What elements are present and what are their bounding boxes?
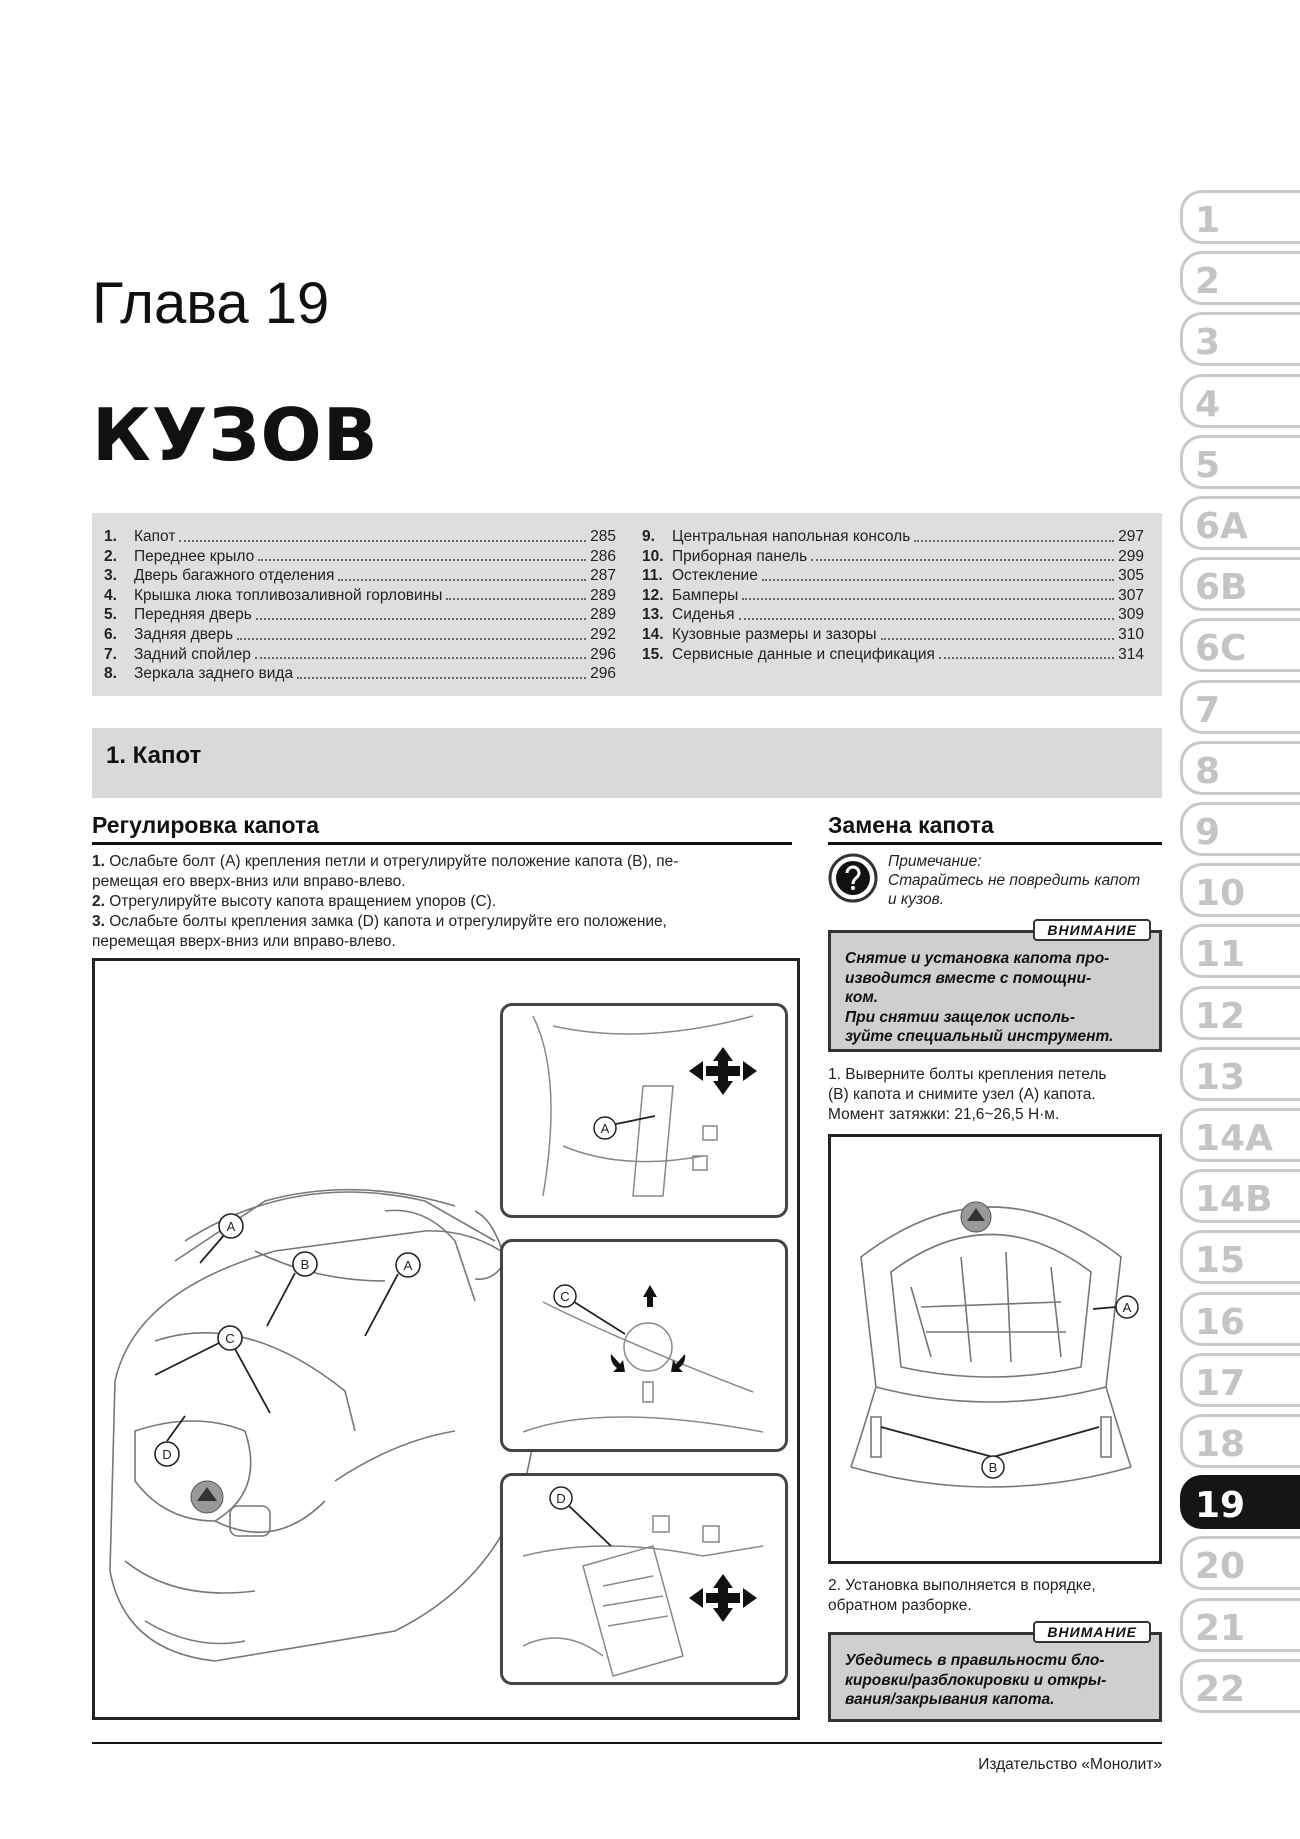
toc-item [104,625,616,645]
step-text: Ослабьте болты крепления замка (D) капота и отрегулируйте его положение, [109,913,667,930]
up-arrow-icon [643,1285,657,1307]
toc-item [104,645,616,665]
toc-item [642,625,1144,645]
toc-item-title: Крышка люка топливозаливной горловины [134,586,443,604]
toc-item [104,547,616,567]
chapter-tab-15[interactable] [1180,1230,1300,1284]
chapter-tab-13[interactable] [1180,1047,1300,1101]
move-arrows-icon [689,1574,757,1622]
toc-item-number: 15. [642,645,664,663]
toc-leader [939,645,1114,660]
front-marker-icon [191,1481,223,1513]
toc-column-left [104,527,616,684]
toc-leader [297,664,586,679]
note-line-1: Старайтесь не повредить капот [888,872,1141,889]
warning-label-1: ВНИМАНИЕ [1033,919,1151,941]
chapter-tab-label: 12 [1195,995,1246,1037]
chapter-tab-label: 11 [1195,934,1246,976]
text-line: ком. [845,989,879,1006]
stopper-illustration [503,1242,785,1449]
text-line: Момент затяжки: 21,6~26,5 Н·м. [828,1106,1060,1123]
text-line: кировки/разблокировки и откры- [845,1671,1107,1689]
toc-item-title: Капот [134,528,176,545]
chapter-tab-16[interactable] [1180,1292,1300,1346]
toc-leader [914,527,1114,542]
step-line [92,932,802,952]
toc-item-number: 9. [642,528,655,545]
hood-figure [828,1134,1162,1564]
step-number: 3. [92,913,105,930]
hood-illustration [831,1137,1159,1561]
toc-item-title: Центральная напольная консоль [672,528,911,545]
chapter-tab-21[interactable] [1180,1598,1300,1652]
toc-leader [762,566,1114,581]
toc-item-page: 307 [1118,586,1144,604]
note-label: Примечание: [888,853,982,870]
note-icon [828,853,878,903]
front-marker-icon [961,1202,991,1232]
move-arrows-icon [689,1047,757,1095]
callout-a-left: A [226,1219,236,1234]
chapter-tab-14b[interactable] [1180,1169,1300,1223]
chapter-tab-label: 14B [1195,1179,1273,1221]
toc-item-title: Зеркала заднего вида [134,665,294,683]
section-bar [92,728,1162,798]
toc-leader [811,547,1114,562]
toc-item-page: 296 [590,645,616,663]
toc-item-title: Приборная панель [672,547,808,565]
chapter-tab-3[interactable] [1180,312,1300,366]
toc-item-title: Сиденья [672,606,735,624]
text-line: При снятии защелок исполь- [845,1008,1076,1026]
toc-item-number: 6. [104,625,117,643]
chapter-tab-18[interactable] [1180,1414,1300,1468]
toc-item-number: 10. [642,547,664,565]
chapter-tab-label: 2 [1195,261,1221,303]
toc-item-page: 297 [1118,528,1144,545]
chapter-tab-20[interactable] [1180,1536,1300,1590]
toc-item-page: 299 [1118,547,1144,565]
table-of-contents [92,513,1162,696]
adjust-steps [92,852,802,952]
toc-leader [255,645,586,660]
step-line [92,852,802,872]
toc-item-page: 310 [1118,625,1144,643]
toc-leader [256,605,586,620]
warning-text-2 [845,1651,1145,1710]
inset-stopper [500,1239,788,1452]
warning-label-2: ВНИМАНИЕ [1033,1621,1151,1643]
chapter-tab-11[interactable] [1180,924,1300,978]
hood-callout-a: A [1122,1300,1132,1315]
toc-item-title: Остекление [672,567,758,585]
chapter-tab-6a[interactable] [1180,496,1300,550]
inset-hinge [500,1003,788,1218]
toc-leader [338,566,586,581]
toc-item-title: Задний спойлер [134,645,251,663]
chapter-tab-label: 18 [1195,1424,1246,1465]
toc-column-right [642,527,1144,664]
toc-leader [258,547,586,562]
toc-item [104,664,616,684]
hinge-illustration [503,1006,785,1215]
chapter-tab-label: 17 [1195,1362,1246,1404]
toc-item-number: 1. [104,528,117,545]
text-line: зуйте специальный инструмент. [845,1028,1114,1045]
chapter-tab-10[interactable] [1180,863,1300,917]
adjust-heading: Регулировка капота [92,812,792,845]
toc-item-number: 2. [104,547,117,565]
toc-item-title: Переднее крыло [134,547,255,565]
step-text: перемещая вверх-вниз или вправо-влево. [92,933,396,950]
toc-item-title: Дверь багажного отделения [134,567,335,585]
toc-item [642,566,1144,586]
toc-item [642,605,1144,625]
toc-item-title: Кузовные размеры и зазоры [672,625,877,643]
chapter-tab-label: 10 [1195,873,1246,915]
toc-item-number: 11. [642,567,663,585]
text-line: 2. Установка выполняется в порядке, [828,1577,1096,1594]
callout-d: D [162,1447,172,1462]
chapter-tab-label: 15 [1195,1240,1246,1282]
toc-item-number: 12. [642,586,664,604]
chapter-label: Глава 19 [92,271,330,336]
hood-callout-b: B [988,1460,998,1475]
toc-item-page: 286 [590,547,616,565]
warning-text-1 [845,949,1145,1047]
toc-item-page: 305 [1118,567,1144,585]
toc-item-title: Сервисные данные и спецификация [672,645,935,663]
toc-leader [237,625,586,640]
chapter-tab-19[interactable] [1180,1475,1300,1529]
step-text: Отрегулируйте высоту капота вращением упоров (С). [109,893,497,910]
chapter-tab-7[interactable] [1180,680,1300,734]
toc-item-page: 292 [590,625,616,643]
chapter-tab-label: 6C [1195,628,1247,670]
step-line [92,912,802,932]
chapter-tab-label: 1 [1195,200,1221,241]
toc-item-number: 5. [104,606,117,624]
step-text: ремещая его вверх-вниз или вправо-влево. [92,873,406,890]
chapter-tab-17[interactable] [1180,1353,1300,1407]
chapter-title: КУЗОВ [92,393,379,477]
inset-callout-c: C [560,1289,570,1304]
toc-item [642,547,1144,567]
chapter-tab-label: 4 [1195,383,1221,425]
toc-leader [742,586,1114,601]
toc-item-number: 8. [104,665,117,683]
chapter-tab-label: 5 [1195,444,1221,486]
text-line: (B) капота и снимите узел (А) капота. [828,1086,1096,1103]
note [888,852,1168,909]
chapter-tab-5[interactable] [1180,435,1300,489]
toc-leader [446,586,586,601]
chapter-tab-label: 19 [1195,1485,1246,1527]
toc-item-title: Передняя дверь [134,606,252,624]
note-line-2: и кузов. [888,891,945,908]
toc-item [642,527,1144,547]
toc-item-number: 7. [104,645,117,663]
chapter-tab-label: 13 [1195,1056,1246,1098]
chapter-tab-14a[interactable] [1180,1108,1300,1162]
toc-leader [179,527,586,542]
toc-item [104,527,616,547]
toc-item-number: 3. [104,567,117,585]
text-line: изводится вместе с помощни- [845,969,1092,987]
chapter-tab-label: 21 [1195,1607,1246,1649]
chapter-tab-1[interactable] [1180,190,1300,244]
toc-item-page: 289 [590,606,616,624]
toc-item-page: 285 [590,528,616,545]
chapter-tab-2[interactable] [1180,251,1300,305]
warning-box-2 [828,1624,1162,1722]
toc-item [104,586,616,606]
step-number: 1. [92,853,105,870]
toc-item-page: 309 [1118,606,1144,624]
chapter-tab-label: 22 [1195,1668,1246,1710]
latch-illustration [503,1476,785,1682]
chapter-tab-label: 7 [1195,689,1221,731]
toc-item [104,566,616,586]
callout-a-right: A [403,1258,413,1273]
inset-callout-d: D [556,1491,566,1506]
adjust-figure [92,958,800,1720]
toc-leader [739,605,1115,620]
chapter-tab-label: 8 [1195,750,1221,792]
callout-c: C [225,1331,235,1346]
step-line [92,872,802,892]
toc-item-title: Бамперы [672,586,739,604]
chapter-tab-6b[interactable] [1180,557,1300,611]
toc-item-number: 14. [642,625,664,643]
publisher: Издательство «Монолит» [978,1756,1162,1773]
toc-item [642,645,1144,665]
warning-box-1 [828,922,1162,1052]
inset-callout-a: A [600,1121,610,1136]
rotate-right-icon [671,1354,685,1372]
section-title: 1. Капот [106,742,202,769]
chapter-tab-8[interactable] [1180,741,1300,795]
toc-item-number: 4. [104,586,117,604]
chapter-tab-label: 16 [1195,1301,1246,1343]
text-line: Снятие и установка капота про- [845,950,1110,967]
step-text: Ослабьте болт (А) крепления петли и отрегулируйте положение капота (В), пе- [109,853,679,870]
chapter-tab-label: 20 [1195,1546,1246,1588]
step-line [92,892,802,912]
text-line: Убедитесь в правильности бло- [845,1652,1105,1669]
toc-item-page: 314 [1118,645,1144,663]
text-line: вания/закрывания капота. [845,1691,1055,1708]
chapter-tab-6c[interactable] [1180,618,1300,672]
toc-item-page: 287 [590,567,616,585]
chapter-tab-label: 6B [1195,567,1248,609]
rotate-left-icon [611,1354,625,1372]
chapter-tab-label: 14A [1195,1118,1273,1159]
toc-item-page: 296 [590,665,616,683]
chapter-tab-label: 3 [1195,322,1221,364]
chapter-tab-4[interactable] [1180,374,1300,428]
toc-item [642,586,1144,606]
chapter-tab-9[interactable] [1180,802,1300,856]
replace-step-2 [828,1576,1168,1616]
toc-item-page: 289 [590,586,616,604]
step-number: 2. [92,893,105,910]
toc-item-title: Задняя дверь [134,625,234,643]
footer-rule [92,1742,1162,1744]
toc-leader [881,625,1115,640]
inset-latch [500,1473,788,1685]
chapter-tab-label: 9 [1195,812,1221,853]
toc-item [104,605,616,625]
chapter-tab-label: 6A [1195,506,1248,547]
chapter-tab-12[interactable] [1180,986,1300,1040]
chapter-tab-22[interactable] [1180,1659,1300,1713]
toc-item-number: 13. [642,606,664,624]
text-line: 1. Выверните болты крепления петель [828,1066,1107,1083]
replace-step-1 [828,1065,1168,1125]
callout-b: B [300,1257,310,1272]
text-line: обратном разборке. [828,1597,972,1614]
replace-heading: Замена капота [828,812,1162,845]
